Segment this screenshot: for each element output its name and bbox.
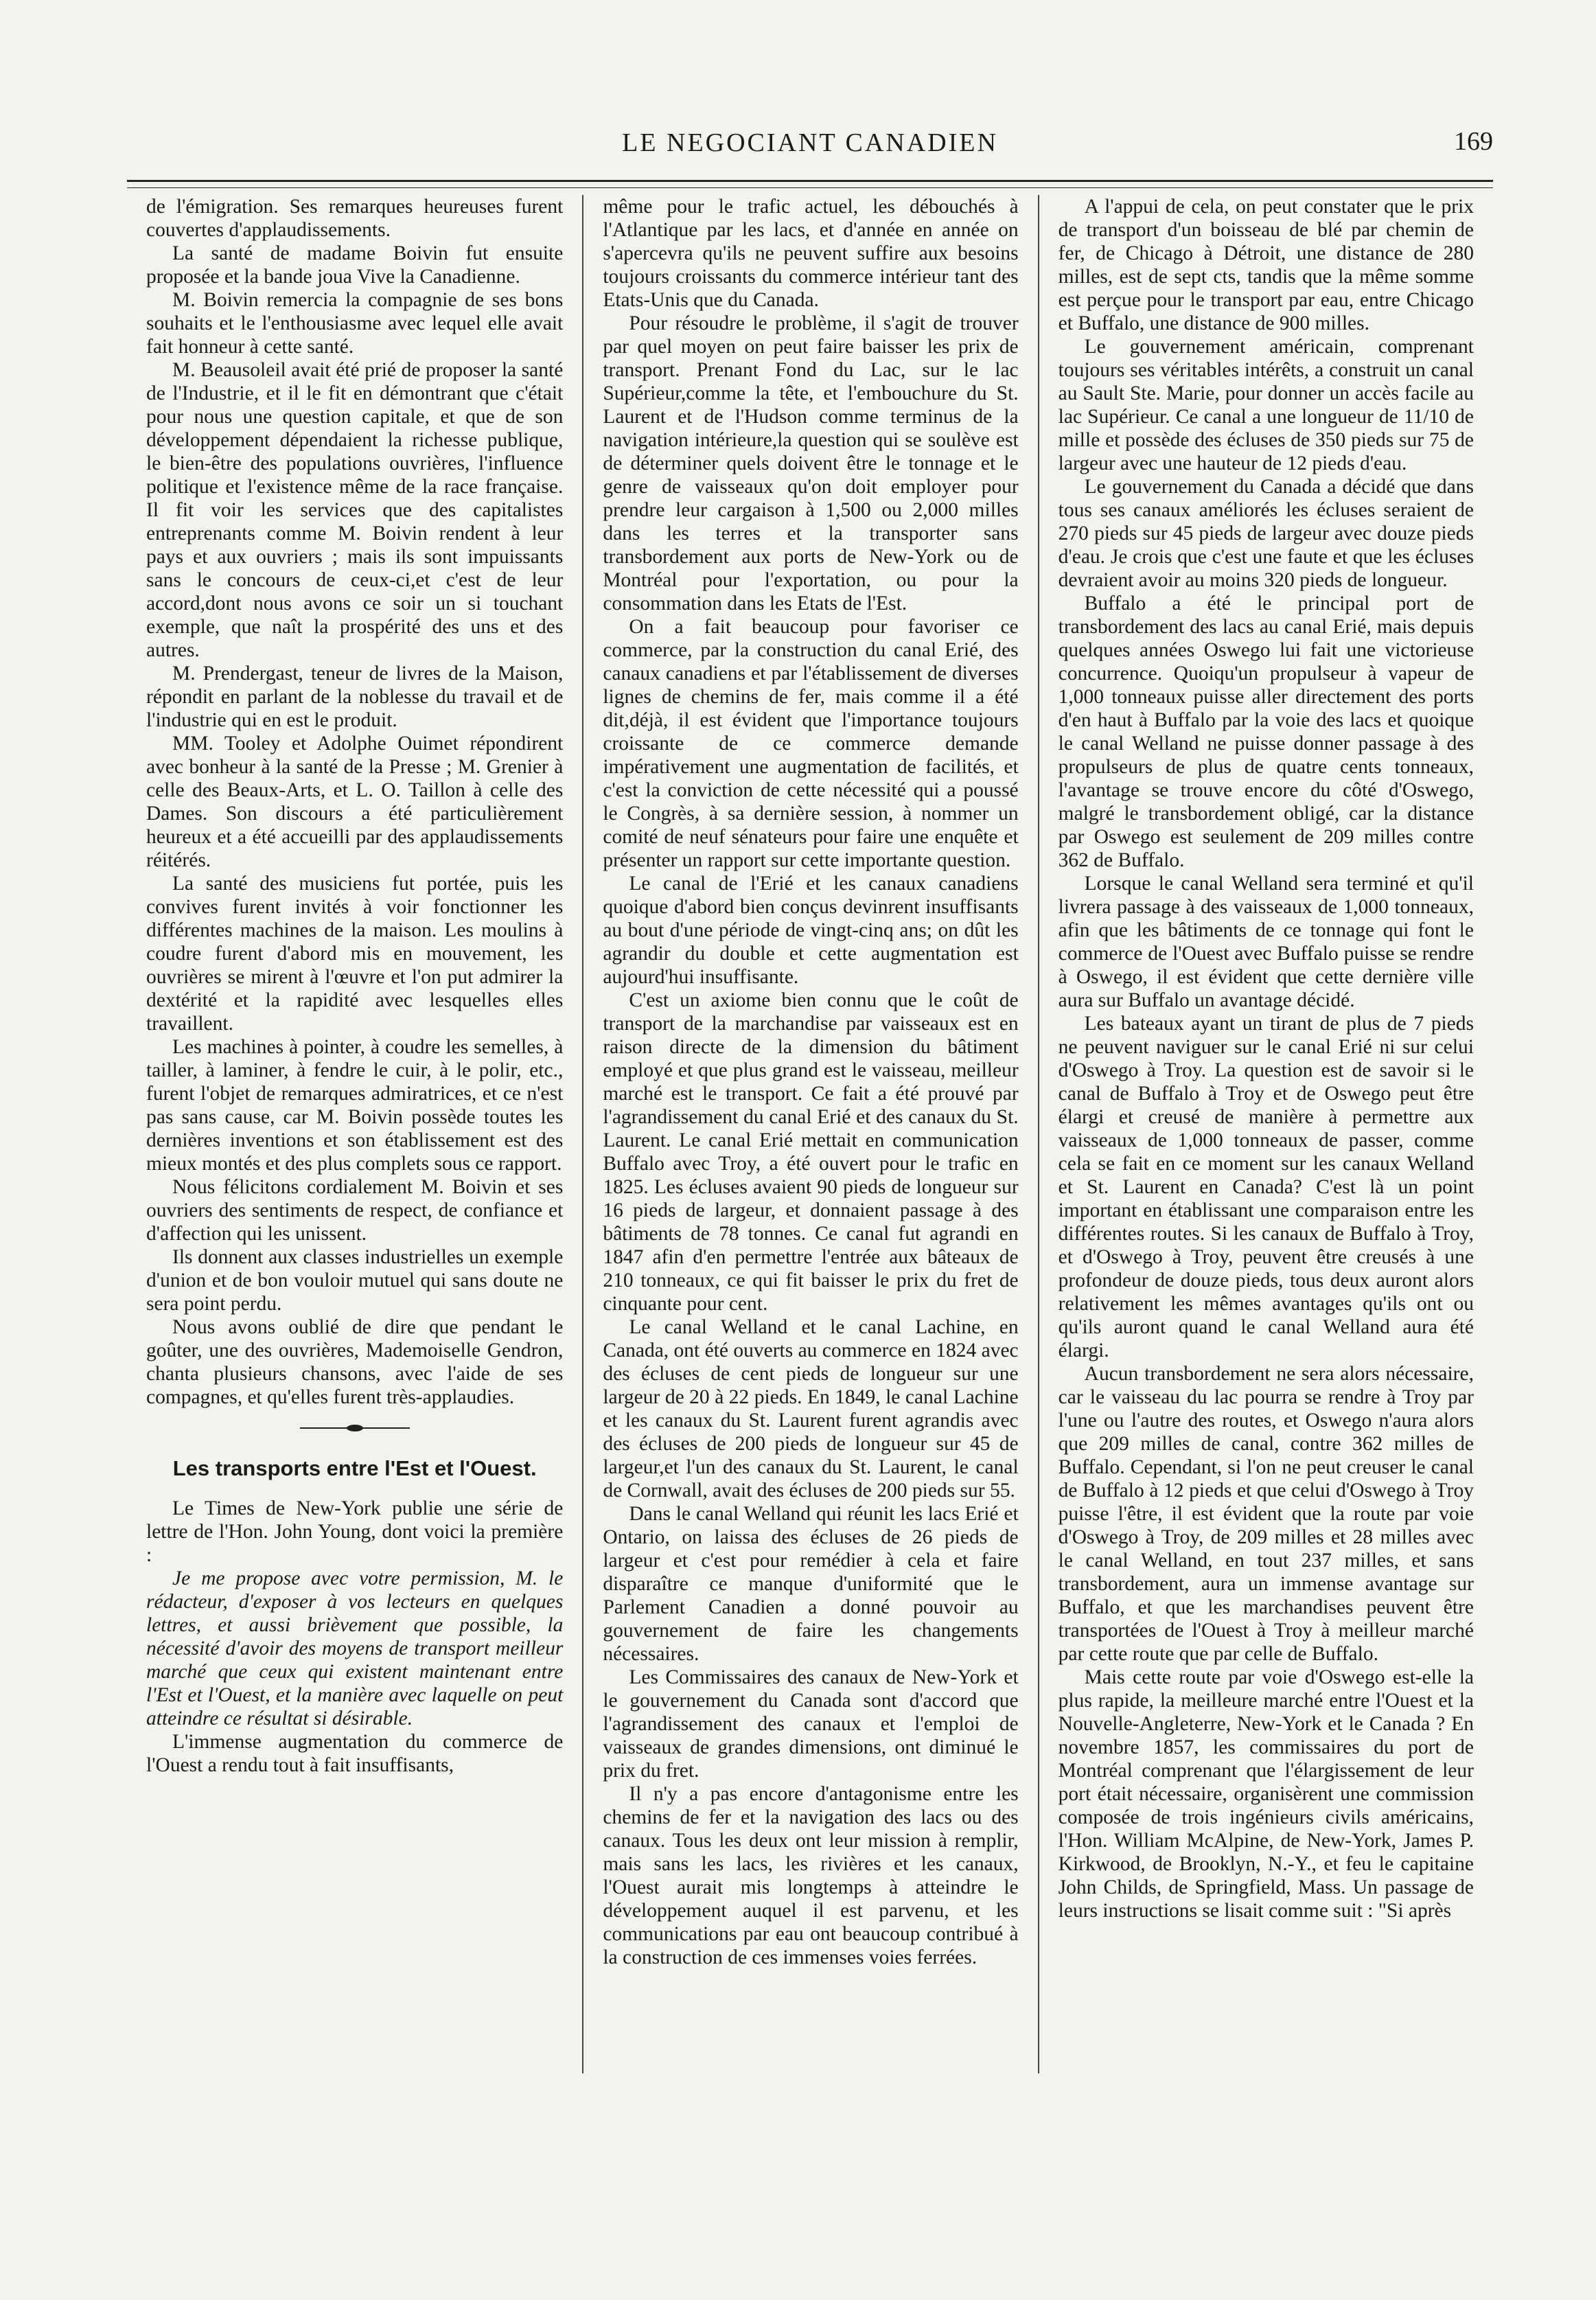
paragraph: Le canal de l'Erié et les canaux canadiens quoique d'abord bien conçus devinrent insuffisants au bout d'une période de vingt-cinq ans; on dût les agrandir du double et cette augmentation est aujourd'hui insuffisante. (603, 873, 1019, 988)
header-rule (127, 180, 1493, 188)
paragraph: Il n'y a pas encore d'antagonisme entre les chemins de fer et la navigation des lacs ou des canaux. Tous les deux ont leur mission à remplir, mais sans les lacs, les rivières et les canaux, l'Ouest aurait mis longtemps à atteindre le développement auquel il est parvenu, et les communications par eau ont beaucoup contribué à la construction de ces immenses voies ferrées. (603, 1783, 1019, 1968)
paragraph: La santé de madame Boivin fut ensuite proposée et la bande joua Vive la Canadienne. (146, 242, 564, 288)
paragraph: On a fait beaucoup pour favoriser ce commerce, par la construction du canal Erié, des canaux canadiens et par l'établissement de diverses lignes de chemins de fer, mais comme il a été dit,déjà, il est évident que l'importance toujours croissante de ce commerce demande impérativement une augmentation de facilités, et c'est la conviction de cette nécessité qui a poussé le Congrès, à sa dernière session, à nommer un comité de neuf sénateurs pour faire une enquête et présenter un rapport sur cette importante question. (603, 616, 1019, 871)
page-header (127, 122, 1493, 170)
paragraph: M. Boivin remercia la compagnie de ses bons souhaits et le l'enthousiasme avec lequel elle avait fait honneur à cette santé. (146, 289, 564, 358)
paragraph: de l'émigration. Ses remarques heureuses furent couvertes d'applaudissements. (146, 196, 564, 241)
section-divider-ornament (300, 1424, 410, 1432)
paragraph: M. Beausoleil avait été prié de proposer la santé de l'Industrie, et il le fit en démontrant que c'était pour nous une question capitale, et que de son développement dépendaient la richesse publique, le bien-être des populations ouvrières, l'influence politique et l'existence même de la race française. Il fit voir les services que des capitalistes entreprenants comme M. Boivin rendent à leur pays et aux ouvriers ; mais ils sont impuissants sans le concours de ceux-ci,et c'est de leur accord,dont nous avons ce soir un si touchant exemple, que naît la prospérité des uns et des autres. (146, 359, 564, 661)
paragraph: Aucun transbordement ne sera alors nécessaire, car le vaisseau du lac pourra se rendre à Troy par l'une ou l'autre des routes, et Oswego n'aura alors que 209 milles de canal, contre 362 milles de Buffalo. Cependant, si l'on ne peut creuser le canal de Buffalo à 12 pieds et que celui d'Oswego à Troy puisse l'être, il est évident que la route par voie d'Oswego à Troy, de 209 milles et 28 milles avec le canal Welland, en tout 237 milles, et sans transbordement, aura un immense avantage sur Buffalo, et que les marchandises peuvent être transportées de l'Ouest à Troy à meilleur marché par cette route que par celle de Buffalo. (1058, 1363, 1474, 1665)
paragraph: Le canal Welland et le canal Lachine, en Canada, ont été ouverts au commerce en 1824 avec des écluses de cent pieds de longueur sur une largeur de 20 à 22 pieds. En 1849, le canal Lachine et les canaux du St. Laurent furent agrandis avec des écluses de 200 pieds de longueur sur 45 de largeur,et l'un des canaux du St. Laurent, le canal de Cornwall, avait des écluses de 200 pieds sur 55. (603, 1316, 1019, 1502)
paragraph: Les Commissaires des canaux de New-York et le gouvernement du Canada sont d'accord que l'agrandissement des canaux et l'emploi de vaisseaux de grandes dimensions, ont diminué le prix du fret. (603, 1666, 1019, 1782)
paragraph: Buffalo a été le principal port de transbordement des lacs au canal Erié, mais depuis quelques années Oswego lui fait une victorieuse concurrence. Quoiqu'un propulseur à vapeur de 1,000 tonneaux puisse aller directement des ports d'en haut à Buffalo par la voie des lacs et quoique le canal Welland ne puisse donner passage à des propulseurs de plus de quatre cents tonneaux, l'avantage se trouve encore du côté d'Oswego, malgré le transbordement obligé, car la distance par Oswego est seulement de 209 milles contre 362 de Buffalo. (1058, 593, 1474, 871)
article-columns (127, 195, 1493, 2073)
paragraph: Les bateaux ayant un tirant de plus de 7 pieds ne peuvent naviguer sur le canal Erié ni sur celui d'Oswego à Troy. La question est de savoir si le canal de Buffalo à Troy et de Oswego peut être élargi et creusé de manière à permettre aux vaisseaux de 1,000 tonneaux de passer, comme cela se fait en ce moment sur les canaux Welland et St. Laurent en Canada? C'est là un point important en établissant une comparaison entre les différentes routes. Si les canaux de Buffalo à Troy, et d'Oswego à Troy, peuvent être creusés à une profondeur de douze pieds, tous deux auront alors relativement les mêmes avantages qu'ils ont ou qu'ils auront quand le canal Welland aura été élargi. (1058, 1013, 1474, 1361)
paragraph: même pour le trafic actuel, les débouchés à l'Atlantique par les lacs, et d'année en année on s'apercevra qu'ils ne peuvent suffire aux besoins toujours croissants du commerce intérieur tant des Etats-Unis que du Canada. (603, 196, 1019, 311)
paragraph: Lorsque le canal Welland sera terminé et qu'il livrera passage à des vaisseaux de 1,000 tonneaux, afin que les bâtiments de ce tonnage qui font le commerce de l'Ouest avec Buffalo puisse se rendre à Oswego, il est évident que cette dernière ville aura sur Buffalo un avantage décidé. (1058, 873, 1474, 1011)
paragraph: Les machines à pointer, à coudre les semelles, à tailler, à laminer, à fendre le cuir, à le polir, etc., furent l'objet de remarques admiratrices, et ce n'est pas sans cause, car M. Boivin possède toutes les dernières inventions et son établissement est des mieux montés et des plus complets sous ce rapport. (146, 1036, 564, 1175)
paragraph: Dans le canal Welland qui réunit les lacs Erié et Ontario, on laissa des écluses de 26 pieds de largeur et c'est pour remédier à cela et faire disparaître ce manque d'uniformité que le Parlement Canadien a donné pouvoir au gouvernement de faire les changements nécessaires. (603, 1503, 1019, 1665)
paragraph: MM. Tooley et Adolphe Ouimet répondirent avec bonheur à la santé de la Presse ; M. Grenier à celle des Beaux-Arts, et L. O. Taillon à celle des Dames. Son discours a été particulièrement heureux et a été accueilli par des applaudissements réitérés. (146, 733, 564, 871)
paragraph: L'immense augmentation du commerce de l'Ouest a rendu tout à fait insuffisants, (146, 1731, 564, 1776)
paragraph: Nous félicitons cordialement M. Boivin et ses ouvriers des sentiments de respect, de confiance et d'affection qui les unissent. (146, 1176, 564, 1245)
paragraph: Le gouvernement du Canada a décidé que dans tous ses canaux améliorés les écluses seraient de 270 pieds sur 45 pieds de largeur avec douze pieds d'eau. Je crois que c'est une faute et que les écluses devraient avoir au moins 320 pieds de longueur. (1058, 476, 1474, 591)
paragraph: C'est un axiome bien connu que le coût de transport de la marchandise par vaisseaux est en raison directe de la dimension du bâtiment employé et que plus grand est le vaisseau, meilleur marché est le transport. Ce fait a été prouvé par l'agrandissement du canal Erié et des canaux du St. Laurent. Le canal Erié mettait en communication Buffalo avec Troy, a été ouvert pour le trafic en 1825. Les écluses avaient 90 pieds de longueur sur 16 pieds de largeur, et donnaient passage à des bâtiments de 78 tonnes. Ce canal fut agrandi en 1847 afin d'en permettre l'entrée aux bâteaux de 210 tonneaux, ce qui fit baisser le prix du fret de cinquante pour cent. (603, 989, 1019, 1315)
paragraph: Nous avons oublié de dire que pendant le goûter, une des ouvrières, Mademoiselle Gendron, chanta plusieurs chansons, avec l'aide de ses compagnes, et qu'elles furent très-applaudies. (146, 1316, 564, 1408)
paragraph: Ils donnent aux classes industrielles un exemple d'union et de bon vouloir mutuel qui sans doute ne sera point perdu. (146, 1246, 564, 1315)
paragraph: A l'appui de cela, on peut constater que le prix de transport d'un boisseau de blé par chemin de fer, de Chicago à Détroit, une distance de 280 milles, est de sept cts, tandis que la même somme est perçue pour le transport par eau, entre Chicago et Buffalo, une distance de 900 milles. (1058, 196, 1474, 334)
paragraph: Le gouvernement américain, comprenant toujours ses véritables intérêts, a construit un canal au Sault Ste. Marie, pour donner un accès facile au lac Supérieur. Ce canal a une longueur de 11/10 de mille et possède des écluses de 350 pieds sur 75 de largeur avec une hauteur de 12 pieds d'eau. (1058, 336, 1474, 474)
paragraph: M. Prendergast, teneur de livres de la Maison, répondit en parlant de la noblesse du travail et de l'industrie qui en est le produit. (146, 663, 564, 731)
section-intro: Le Times de New-York publie une série de lettre de l'Hon. John Young, dont voici la première : (146, 1497, 564, 1566)
paragraph: Pour résoudre le problème, il s'agit de trouver par quel moyen on peut faire baisser les prix de transport. Prenant Fond du Lac, sur le lac Supérieur,comme la tête, et l'embouchure du St. Laurent et de l'Hudson comme terminus de la navigation intérieure,la question qui se soulève est de déterminer quels doivent être le tonnage et le genre de vaisseaux qu'on doit employer pour prendre leur cargaison à 1,500 ou 2,000 milles dans les terres et la transporter sans transbordement aux ports de New-York ou de Montréal pour l'exportation, ou pour la consommation dans les Etats de l'Est. (603, 312, 1019, 614)
letter-paragraph: Je me propose avec votre permission, M. le rédacteur, d'exposer à vos lecteurs en quelques lettres, et aussi brièvement que possible, la nécessité d'avoir des moyens de transport meilleur marché que ceux qui existent maintenant entre l'Est et l'Ouest, et la manière avec laquelle on peut atteindre ce résultat si désirable. (146, 1567, 564, 1729)
column-right (1038, 195, 1493, 2073)
column-left (127, 195, 582, 2073)
section-heading: Les transports entre l'Est et l'Ouest. (172, 1456, 537, 1480)
page-number: 169 (1454, 127, 1493, 156)
paragraph: La santé des musiciens fut portée, puis les convives furent invités à voir fonctionner les différentes machines de la maison. Les moulins à coudre furent d'abord mis en mouvement, les ouvrières se mirent à l'œuvre et l'on put admirer la dextérité et la rapidité avec lesquelles elles travaillent. (146, 873, 564, 1035)
paragraph: Mais cette route par voie d'Oswego est-elle la plus rapide, la meilleure marché entre l'Ouest et la Nouvelle-Angleterre, New-York et le Canada ? En novembre 1857, les commissaires du port de Montréal comprenant que l'élargissement de leur port était nécessaire, organisèrent une commission composée de trois ingénieurs civils américains, l'Hon. William McAlpine, de New-York, James P. Kirkwood, de Brooklyn, N.-Y., et feu le capitaine John Childs, de Springfield, Mass. Un passage de leurs instructions se lisait comme suit : "Si après (1058, 1666, 1474, 1922)
running-title: LE NEGOCIANT CANADIEN (622, 128, 998, 157)
column-middle (582, 195, 1037, 2073)
